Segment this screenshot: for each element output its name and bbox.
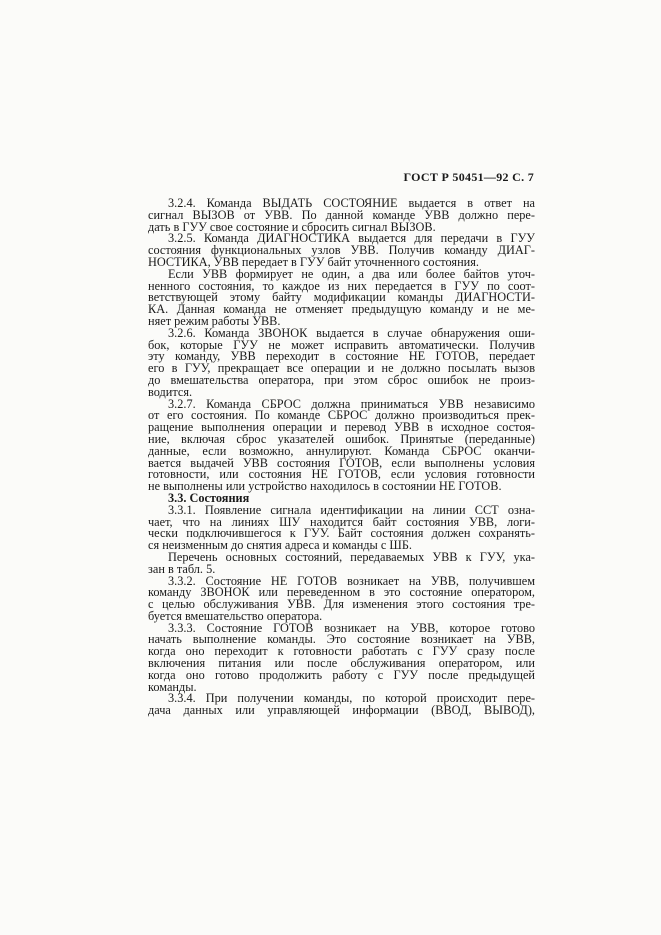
text-line: дача данных или управляющей информации (ВВОД, ВЫВОД), xyxy=(148,703,535,718)
section-heading: 3.3. Состояния xyxy=(168,490,250,505)
text-line: КА. Данная команда не отменяет предыдущую команду и не ме- xyxy=(148,302,535,317)
text-line: буется вмешательство оператора. xyxy=(148,608,323,623)
text-line: Перечень основных состояний, передаваемых УВВ к ГУУ, ука- xyxy=(168,549,535,564)
text-line: НОСТИКА, УВВ передает в ГУУ байт уточненного состояния. xyxy=(148,254,479,269)
text-line: данные, если возможно, аннулируют. Команда СБРОС оканчи- xyxy=(148,443,535,458)
text-line: зан в табл. 5. xyxy=(148,561,216,576)
text-line: готовности, или состояния НЕ ГОТОВ, если условия готовности xyxy=(148,467,535,482)
text-line: когда оно готово продолжить работу с ГУУ после предыдущей xyxy=(148,667,535,682)
text-line: ся неизменным до снятия адреса и команды с ШБ. xyxy=(148,538,412,553)
document-body xyxy=(148,198,535,717)
text-line: эту команду, УВВ переходит в состояние НЕ ГОТОВ, передает xyxy=(148,349,535,364)
text-line: 3.3.2. Состояние НЕ ГОТОВ возникает на УВВ, получившем xyxy=(168,573,535,588)
text-line: с целью обслуживания УВВ. Для изменения этого состояния тре- xyxy=(148,597,535,612)
text-line: 3.2.6. Команда ЗВОНОК выдается в случае обнаружения оши- xyxy=(168,325,535,340)
text-line: его в ГУУ, прекращает все операции и не должно посылать вызов xyxy=(148,361,535,376)
text-line: вается выдачей УВВ состояния ГОТОВ, если выполнены условия xyxy=(148,455,535,470)
text-line: команды. xyxy=(148,679,197,694)
text-line: до вмешательства оператора, при этом сброс ошибок не произ- xyxy=(148,372,535,387)
text-line: 3.2.4. Команда ВЫДАТЬ СОСТОЯНИЕ выдается в ответ на xyxy=(168,196,535,210)
text-line: 3.3.1. Появление сигнала идентификации на линии ССТ озна- xyxy=(168,502,535,517)
text-line: чает, что на линиях ШУ находится байт состояния УВВ, логи- xyxy=(148,514,535,529)
text-line: 3.3.3. Состояние ГОТОВ возникает на УВВ, которое готово xyxy=(168,620,535,635)
text-line: дать в ГУУ свое состояние и сбросить сигнал ВЫЗОВ. xyxy=(148,219,436,234)
text-line: не выполнены или устройство находилось в состоянии НЕ ГОТОВ. xyxy=(148,479,502,494)
text-line: когда оно переходит к готовности работать с ГУУ сразу после xyxy=(148,644,535,659)
text-line: Если УВВ формирует не один, а два или более байтов уточ- xyxy=(168,266,535,281)
text-line: команду ЗВОНОК или переведенном в это состояние оператором, xyxy=(148,585,535,600)
text-line: няет режим работы УВВ. xyxy=(148,313,281,328)
text-line: чески подключившегося к ГУУ. Байт состояния должен сохранять- xyxy=(148,526,535,541)
text-line: сигнал ВЫЗОВ от УВВ. По данной команде УВВ должно пере- xyxy=(148,207,535,222)
text-line: включения питания или после обслуживания оператором, или xyxy=(148,656,535,671)
text-line: начать выполнение команды. Это состояние возникает на УВВ, xyxy=(148,632,535,647)
text-line: 3.3.4. При получении команды, по которой происходит пере- xyxy=(168,691,535,706)
text-line: 3.2.7. Команда СБРОС должна приниматься УВВ независимо xyxy=(168,396,535,411)
page-header: ГОСТ Р 50451—92 С. 7 xyxy=(403,170,534,184)
text-line: 3.2.5. Команда ДИАГНОСТИКА выдается для передачи в ГУУ xyxy=(168,231,535,246)
text-line: водится. xyxy=(148,384,193,399)
text-line: бок, которые ГУУ не может исправить автоматически. Получив xyxy=(148,337,535,352)
text-line: ненного состояния, то каждое из них передается в ГУУ по соот- xyxy=(148,278,535,293)
text-line: ветствующей этому байту модификации команды ДИАГНОСТИ- xyxy=(148,290,535,305)
text-line: ние, включая сброс указателей ошибок. Принятые (переданные) xyxy=(148,431,535,446)
text-line: от его состояния. По команде СБРОС должно производиться прек- xyxy=(148,408,535,423)
text-line: ращение выполнения операции и перевод УВВ в исходное состоя- xyxy=(148,420,535,435)
text-line: состояния функциональных узлов УВВ. Получив команду ДИАГ- xyxy=(148,243,535,258)
